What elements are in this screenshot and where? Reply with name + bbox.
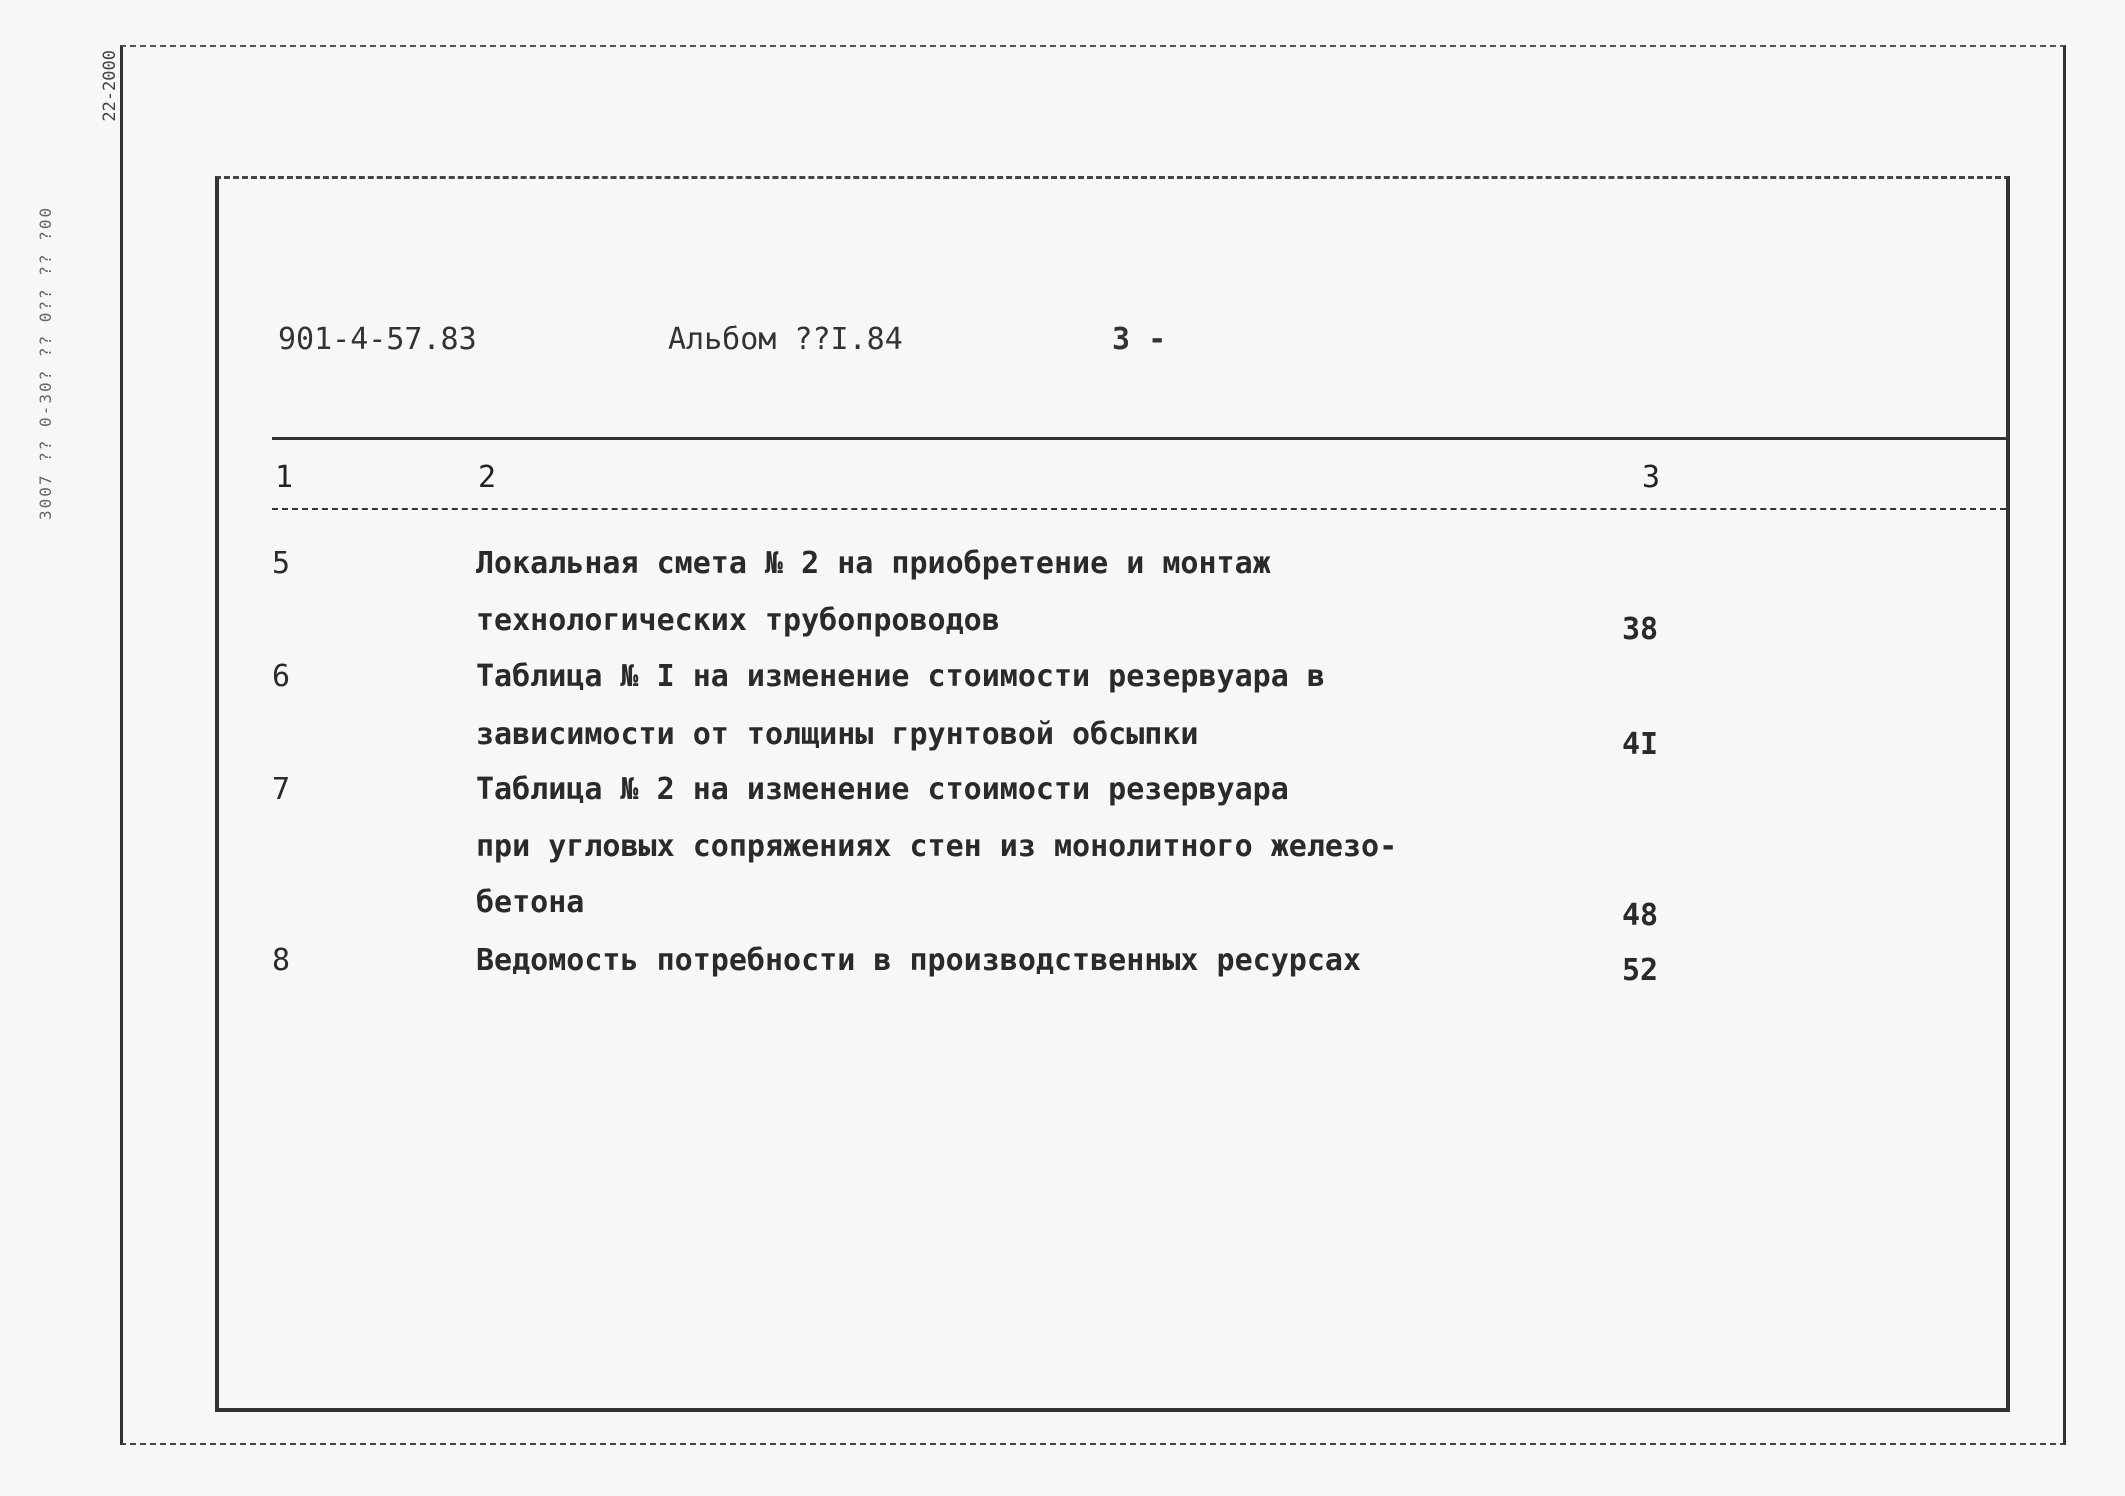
side-stamp-code: 22-2000 (100, 50, 120, 122)
table-row-text: зависимости от толщины грунтовой обсыпки (476, 717, 1199, 752)
column-header-3: 3 (1642, 460, 1661, 495)
column-header-1: 1 (275, 460, 294, 495)
document-code: 901-4-57.83 (278, 322, 477, 357)
table-row-text: Таблица № 2 на изменение стоимости резервуара (476, 772, 1289, 807)
side-stamp-text: 3007 ?? 0-30? ?? 0?? ?? ?00 (36, 205, 55, 520)
column-header-2: 2 (478, 460, 497, 495)
table-row-page: 38 (1622, 612, 1659, 647)
table-row-number: 7 (272, 772, 291, 807)
table-row-text: бетона (476, 885, 585, 920)
table-row-text: при угловых сопряжениях стен из монолитного железо- (476, 829, 1398, 864)
table-row-page: 52 (1622, 953, 1659, 988)
table-header-bottom-rule (272, 508, 2006, 510)
table-row-number: 8 (272, 943, 291, 978)
table-row-text: Локальная смета № 2 на приобретение и монтаж (476, 546, 1271, 581)
table-row-text: технологических трубопроводов (476, 603, 1000, 638)
table-row-number: 5 (272, 546, 291, 581)
table-row-page: 48 (1622, 898, 1659, 933)
table-row-number: 6 (272, 659, 291, 694)
side-stamp (36, 40, 76, 520)
album-label: Альбом ??I.84 (668, 322, 903, 357)
table-row-text: Таблица № I на изменение стоимости резервуара в (476, 659, 1325, 694)
table-row-text: Ведомость потребности в производственных ресурсах (476, 943, 1362, 978)
table-row-page: 4I (1622, 727, 1659, 762)
table-header-top-rule (272, 437, 2006, 440)
page-number: 3 - (1112, 322, 1167, 357)
